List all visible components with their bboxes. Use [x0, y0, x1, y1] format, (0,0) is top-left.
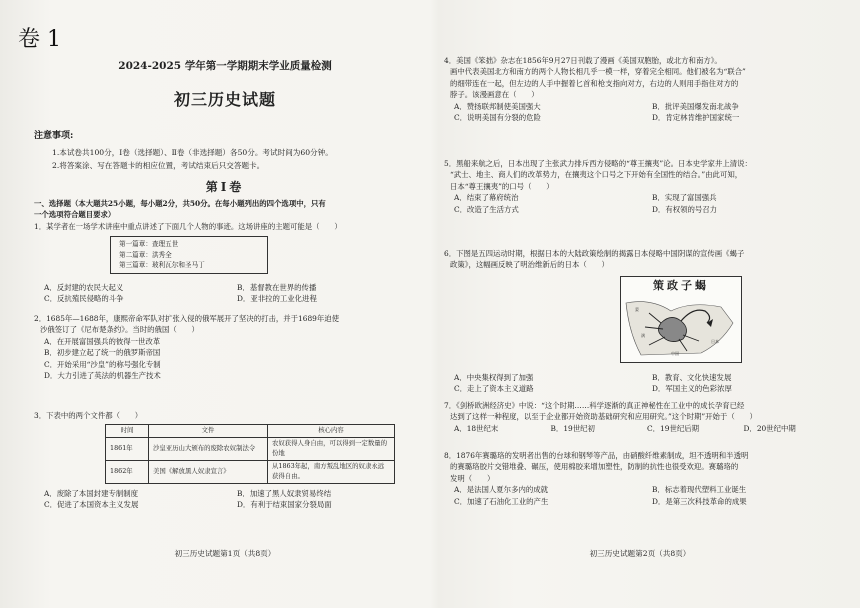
exam-title: 2024-2025 学年第一学期期末学业质量检测 [118, 60, 332, 72]
option-c[interactable]: C．反抗殖民侵略的斗争 [44, 294, 124, 304]
note-item: 1.本试卷共100分，Ⅰ卷（选择题）、Ⅱ卷（非选择题）各50分。考试时间为60分钟。 [52, 148, 333, 157]
q3-table [105, 424, 395, 484]
table-cell: 1862年 [106, 460, 149, 483]
instruction-line: 一、选择题（本大题共25小题，每小题2分，共50分。在每小题列出的四个选项中，只有 [34, 199, 326, 208]
option-d[interactable]: D．军国主义的色彩浓厚 [652, 384, 732, 394]
option-b[interactable]: B．加速了黑人奴隶贸易终结 [237, 489, 332, 498]
right-page [440, 0, 840, 608]
option-c[interactable]: C．开始采用“沙皇”的称号强化专制 [44, 359, 161, 369]
question-stem: 1．某学者在一场学术讲座中重点讲述了下面几个人物的事迹。这场讲座的主题可能是（ ） [34, 222, 342, 231]
option-a[interactable]: A．废除了本国封建专制制度 [44, 489, 139, 498]
corner-label: 卷 1 [18, 27, 61, 52]
option-b[interactable]: B．初步建立起了统一的俄罗斯帝国 [44, 348, 161, 358]
question-stem: 脖子。该漫画意在（ ） [450, 90, 539, 100]
option-d[interactable]: D．亚非拉的工业化进程 [237, 294, 317, 304]
question-stem: 5．黑船来航之后，日本出现了主张武力排斥西方侵略的“尊王攘夷”论。日本史学家井上清说： [444, 159, 752, 168]
svg-text:中国: 中国 [671, 351, 679, 356]
question-1 [34, 221, 420, 232]
option-d[interactable]: D．大力引进了英法的机器生产技术 [44, 371, 161, 381]
q6-options [444, 372, 840, 395]
page-footer: 初三历史试题第2页（共8页） [589, 549, 691, 558]
option-c[interactable]: C．改造了生活方式 [454, 204, 519, 214]
section-instruction [34, 198, 420, 221]
notes-heading: 注意事项: [34, 131, 74, 141]
question-stem: 8．1876年赛璐珞的发明者出售的台球和钢琴等产品，由硝酸纤维素制成，坦不透明和半透明 [444, 451, 749, 460]
instruction-line: 一个选项符合题目要求） [34, 210, 116, 220]
option-d[interactable]: D．有权领的号召力 [652, 204, 718, 214]
question-stem: 沙俄签订了《尼布楚条约》。当时的俄国（ ） [40, 325, 199, 335]
option-d[interactable]: D．是第三次科技革命的成果 [652, 496, 747, 506]
q3-options [34, 488, 420, 511]
question-stem: 发明（ ） [450, 473, 495, 483]
option-c[interactable]: C．19世纪后期 [647, 423, 700, 433]
table-header: 文件 [149, 425, 268, 438]
q5-options [444, 192, 840, 215]
table-header: 时间 [106, 425, 149, 438]
question-stem: “武士、地主、商人们的改革势力，在攘夷这个口号之下开始有全国性的结合。”由此可知， [450, 170, 743, 180]
q8-options [444, 484, 840, 507]
question-6 [444, 248, 840, 271]
option-c[interactable]: C．走上了资本主义道路 [454, 384, 534, 394]
question-stem: 政策》，这幅画反映了明治维新后的日本（ ） [450, 260, 609, 270]
table-row [106, 460, 395, 483]
table-cell: 美国《解放黑人奴隶宣言》 [149, 460, 268, 483]
option-a[interactable]: A．在开展富国强兵的彼得一世改革 [44, 336, 161, 346]
option-b[interactable]: B．实现了富国强兵 [652, 193, 717, 203]
page-footer: 初三历史试题第1页（共8页） [174, 549, 276, 558]
box-line: 第一篇章：查理五世 [119, 240, 179, 248]
option-b[interactable]: B．基督教在世界的传播 [237, 283, 317, 292]
note-item: 2.将答案涂、写在答题卡的相应位置，考试结束后只交答题卡。 [52, 161, 265, 170]
question-stem: 7．《剑桥欧洲经济史》中说：“这个时期……科学逐渐的真正神秘性在工业中的成长孕育已经 [444, 401, 745, 410]
option-a[interactable]: A．中央集权得到了加强 [454, 373, 534, 382]
question-5 [444, 158, 840, 215]
question-stem: 6．下图是五四运动时期，根据日本的大陆政策绘制的揭露日本侵略中国阴谋的宣传画《蝎子 [444, 249, 745, 258]
question-stem: 3．下表中的两个文件都（ ） [34, 411, 143, 420]
scorpion-illustration [621, 293, 741, 361]
question-stem: 日本“尊王攘夷”的口号（ ） [450, 181, 554, 191]
option-a[interactable]: A．结束了幕府统治 [454, 193, 519, 203]
option-b[interactable]: B．教育、文化快速发展 [652, 373, 732, 382]
q4-options [444, 101, 840, 124]
question-stem: 的赛璐珞胶片交错堆叠、碾压，使用棉胶来增加塑性，防制的抗性也很受欢迎。赛璐珞的 [450, 462, 739, 472]
option-d[interactable]: D．20世纪中期 [743, 423, 796, 433]
svg-text:蒙: 蒙 [635, 307, 639, 312]
section-title: 第Ⅰ卷 [205, 180, 245, 194]
option-d[interactable]: D．肯定林肯维护国家统一 [652, 113, 740, 123]
question-stem: 画中代表美国北方和南方的两个人物长相几乎一模一样，穿着完全相同。他们被名为“联合” [450, 67, 746, 77]
option-d[interactable]: D．有利于结束国家分裂局面 [237, 500, 332, 510]
question-4 [444, 55, 840, 124]
option-b[interactable]: B．19世纪初 [550, 423, 595, 433]
option-c[interactable]: C．促进了本国资本主义发展 [44, 500, 139, 510]
question-stem: 的细带连在一起，但左边的人手中握着匕首和枪支指向对方，右边的人则用手指住对方的 [450, 78, 739, 88]
svg-text:满: 满 [641, 333, 645, 338]
cartoon-title: 策政子蝎 [653, 279, 709, 292]
table-header-row [106, 425, 395, 438]
svg-text:日本: 日本 [711, 339, 719, 344]
q1-options [34, 282, 420, 305]
table-cell: 农奴获得人身自由，可以得到一定数量的份地 [268, 437, 395, 460]
option-c[interactable]: C．加速了石油化工业的产生 [454, 496, 549, 506]
option-c[interactable]: C．说明美国有分裂的危险 [454, 113, 541, 123]
q1-figure-box [110, 236, 268, 274]
question-8 [444, 450, 840, 507]
q7-options [444, 423, 840, 434]
option-b[interactable]: B．批评美国爆发南北战争 [652, 101, 739, 111]
table-cell: 从1863年起，南方叛乱地区的奴隶永远获得自由。 [268, 460, 395, 483]
question-stem: 达到了这样一种程度，以至于企业都开始资助基础研究和应用研究。”这个时期”开始于（ ） [450, 412, 757, 422]
table-cell: 1861年 [106, 437, 149, 460]
question-stem: 2．1685年—1688年，康熙帝命军队对扩张入侵的俄军展开了坚决的打击，并于1689年迫使 [34, 314, 340, 323]
question-stem: 4．美国《笨拙》杂志在1856年9月27日刊载了漫画《美国双胞胎，或北方和南方》。 [444, 56, 722, 65]
option-a[interactable]: A．是法国人夏尔多内的成就 [454, 485, 549, 495]
left-page [30, 0, 420, 608]
question-2 [34, 313, 420, 382]
option-a[interactable]: A．反封建的农民大起义 [44, 283, 124, 292]
table-header: 核心内容 [268, 425, 395, 438]
option-a[interactable]: A．赞扬联邦制使美国强大 [454, 101, 541, 111]
option-a[interactable]: A．18世纪末 [454, 423, 499, 433]
table-cell: 沙皇亚历山大颁布的废除农奴制法令 [149, 437, 268, 460]
box-line: 第二篇章：洪秀全 [119, 250, 172, 259]
question-3 [34, 410, 420, 421]
scorpion-cartoon [620, 276, 742, 363]
question-7 [444, 400, 840, 434]
box-line: 第三篇章：玻利瓦尔和圣马丁 [119, 261, 205, 270]
option-b[interactable]: B．标志着现代塑料工业诞生 [652, 485, 747, 495]
table-row [106, 437, 395, 460]
subject-title: 初三历史试题 [173, 90, 276, 109]
